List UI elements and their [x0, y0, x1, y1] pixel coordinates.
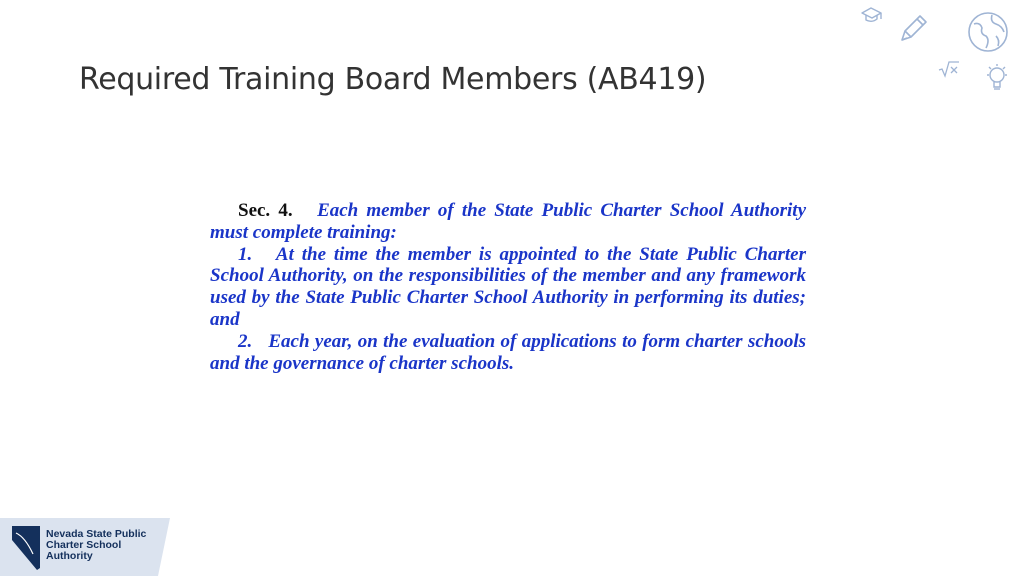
square-root-icon [938, 60, 960, 78]
pencil-icon [896, 12, 930, 46]
logo-line-1: Nevada State Public [46, 528, 147, 540]
lightbulb-icon [984, 62, 1010, 92]
logo-line-3: Authority [46, 550, 93, 562]
item-1-number: 1. [238, 243, 253, 265]
organization-logo-text [46, 529, 146, 562]
statute-intro-text: Each member of the State Public Charter School Authority must complete training: [210, 200, 807, 243]
logo-line-2: Charter School [46, 539, 122, 551]
section-label: Sec. 4. [238, 200, 293, 221]
statute-excerpt [210, 200, 806, 374]
globe-icon [966, 10, 1010, 54]
statute-item-1 [210, 244, 806, 331]
slide-title: Required Training Board Members (AB419) [79, 62, 707, 97]
graduation-cap-icon [860, 4, 884, 28]
statute-intro-paragraph [210, 200, 806, 244]
decorative-icon-cluster [856, 0, 1016, 100]
item-2-text: Each year, on the evaluation of applications to form charter schools and the governance of charter schools. [210, 330, 807, 374]
item-1-text: At the time the member is appointed to the State Public Charter School Authority, on the responsibilities of the member and any framework used by the State Public Charter School Authority in performing its duties; and [210, 243, 806, 330]
nevada-state-logo-icon [11, 524, 43, 570]
statute-item-2 [210, 331, 806, 375]
item-2-number: 2. [238, 330, 253, 352]
